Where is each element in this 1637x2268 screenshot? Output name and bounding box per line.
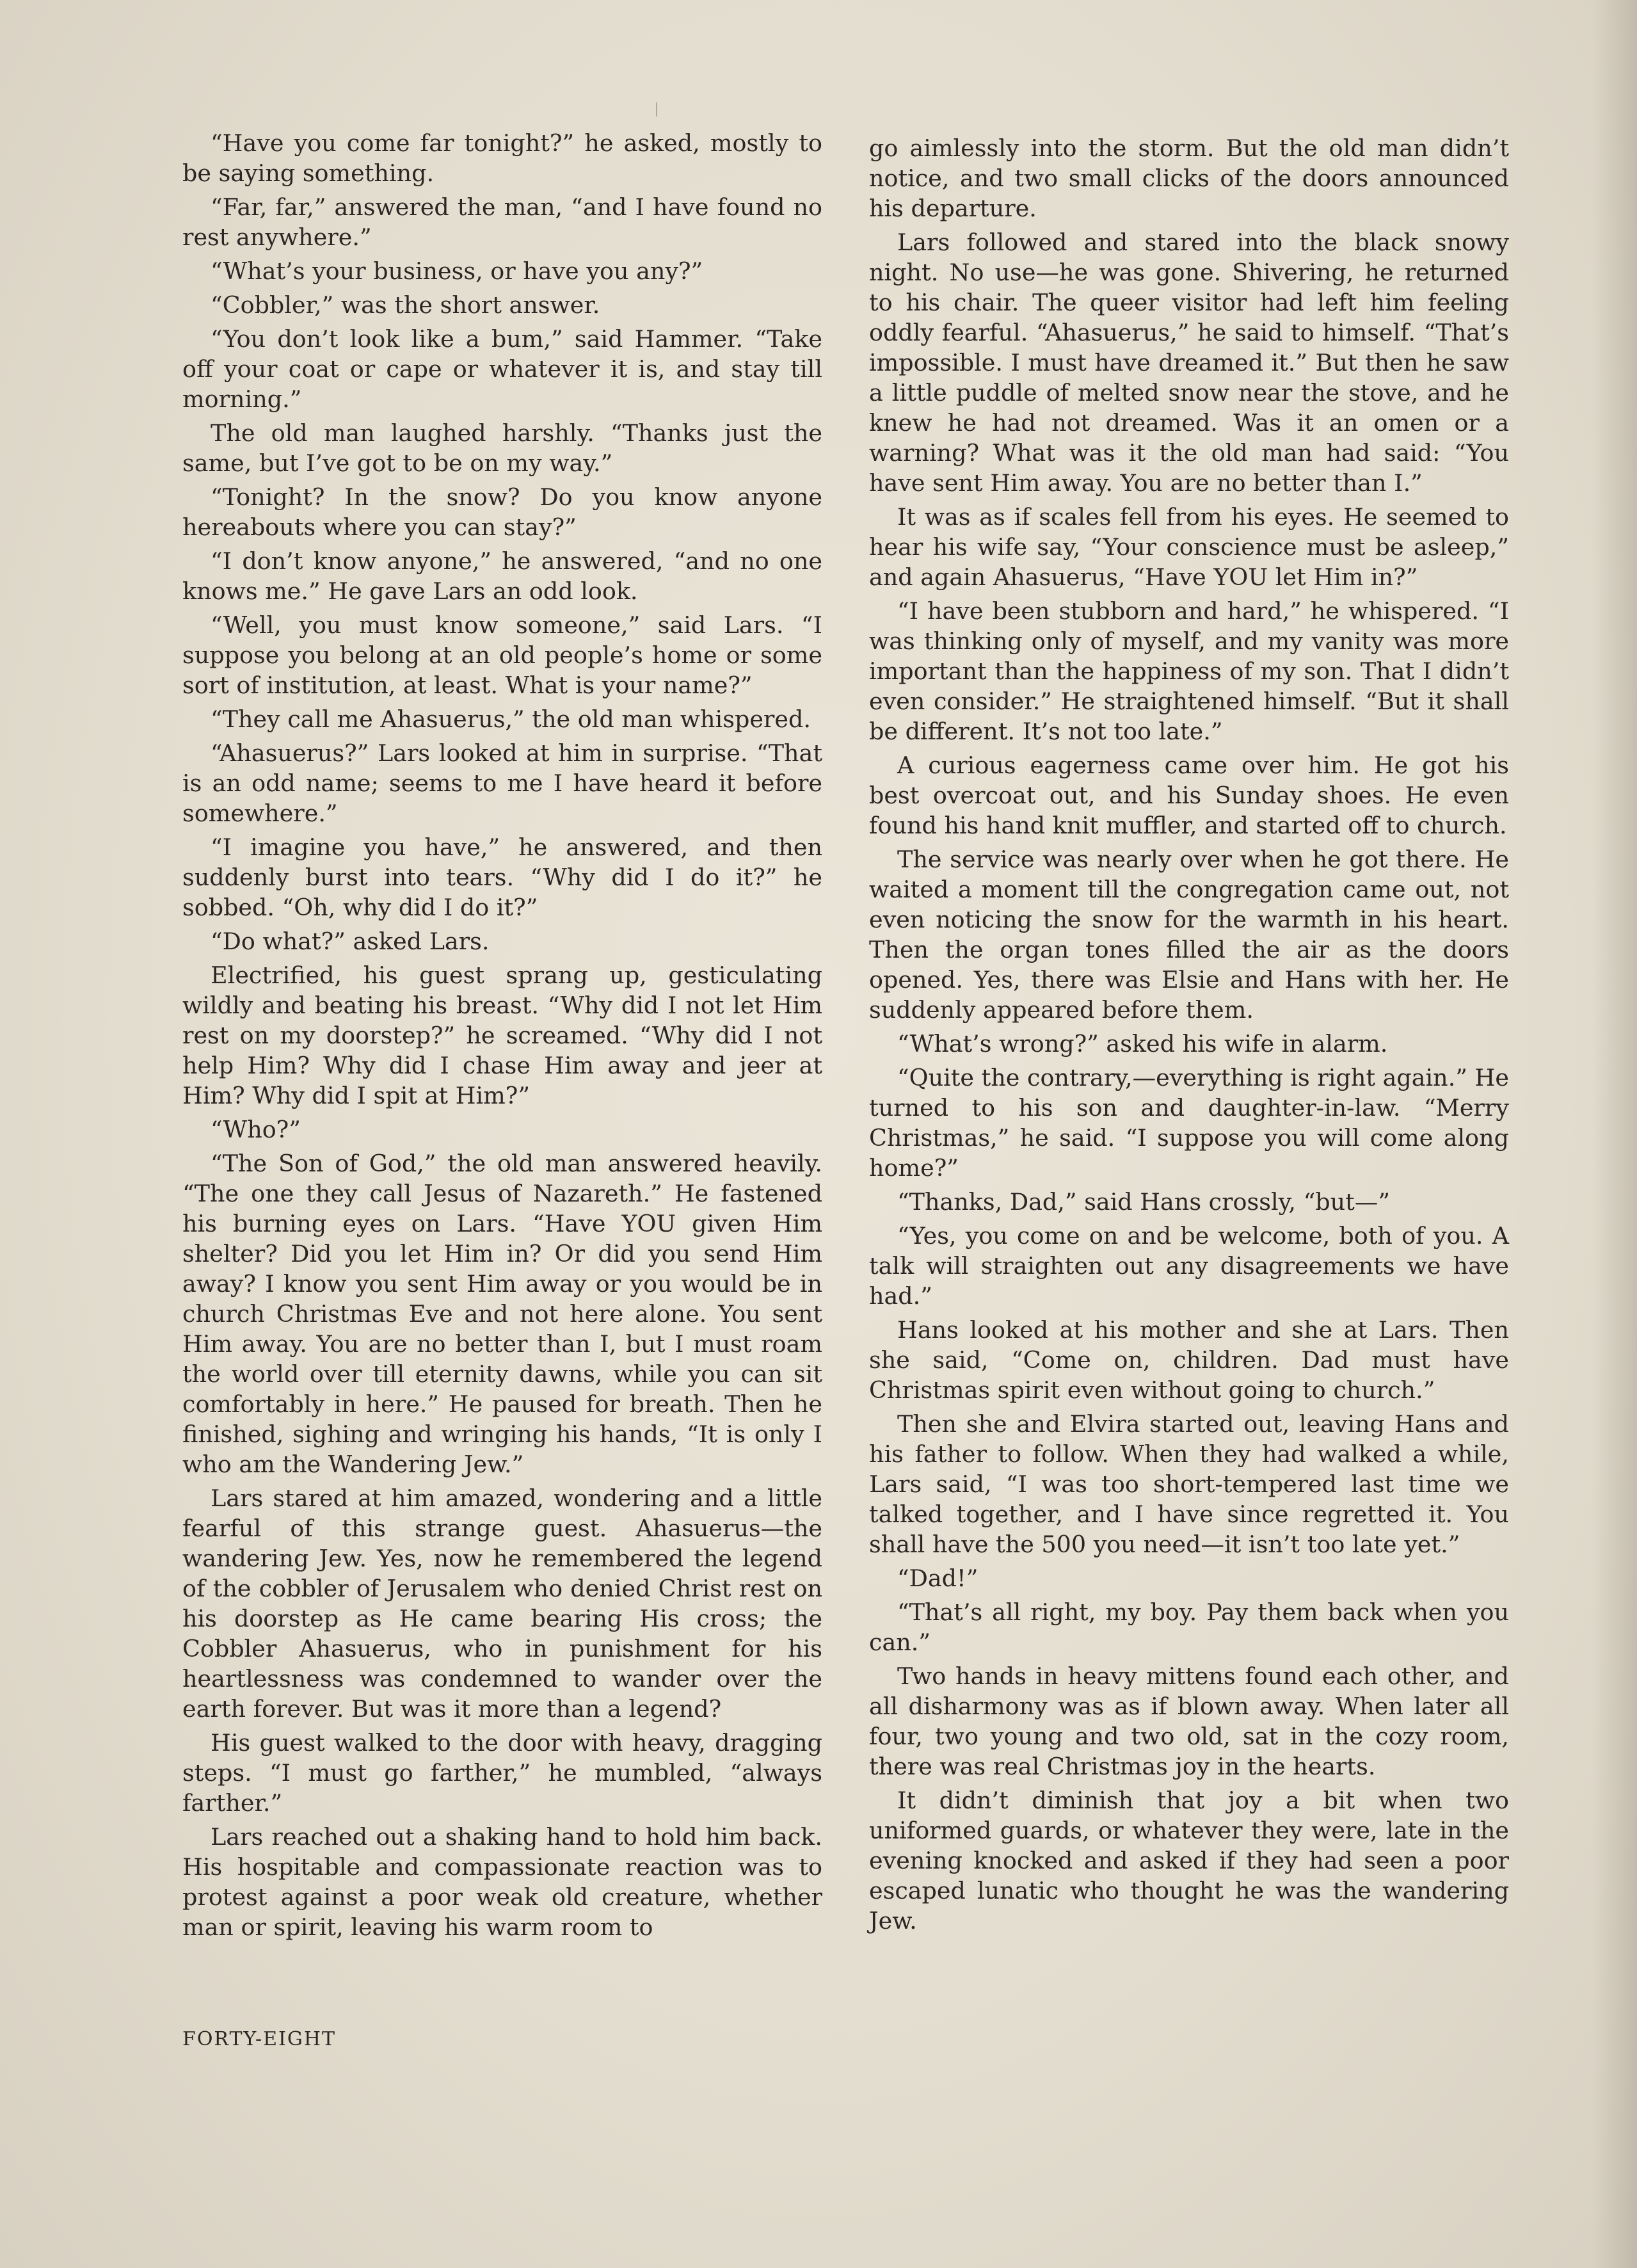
paragraph: The old man laughed harshly. “Thanks just the same, but I’ve got to be on my way.” (182, 419, 822, 477)
paragraph: “What’s wrong?” asked his wife in alarm. (897, 1030, 1388, 1058)
paragraph: “Dad!” (897, 1564, 978, 1592)
paragraph: “Yes, you come on and be welcome, both of you. A talk will straighten out any disagreements we have had.” (869, 1222, 1509, 1310)
paragraph: Lars stared at him amazed, wondering and a little fearful of this strange guest. Ahasuerus—the wandering Jew. Yes, now he remembered the legend of the cobbler of Jerusalem who denied Christ rest on his doorstep as He came bearing His cross; the Cobbler Ahasuerus, who in punishment for his heartlessness was condemned to wander over the earth forever. But was it more than a legend? (182, 1484, 822, 1723)
paragraph: “Have you come far tonight?” he asked, mostly to be saying something. (182, 129, 822, 187)
right-text-column (869, 133, 1509, 1940)
paragraph: “Who?” (211, 1116, 301, 1143)
paragraph: “I don’t know anyone,” he answered, “and no one knows me.” He gave Lars an odd look. (182, 547, 822, 605)
paragraph: It didn’t diminish that joy a bit when two uniformed guards, or whatever they were, late in the evening knocked and asked if they had seen a poor escaped lunatic who thought he was the wandering Jew. (869, 1787, 1509, 1934)
paragraph: “Ahasuerus?” Lars looked at him in surprise. “That is an odd name; seems to me I have heard it before somewhere.” (182, 739, 822, 827)
page-number: FORTY-EIGHT (182, 2028, 337, 2050)
paragraph: “They call me Ahasuerus,” the old man whispered. (211, 705, 811, 733)
paragraph: “I imagine you have,” he answered, and then suddenly burst into tears. “Why did I do it?” he sobbed. “Oh, why did I do it?” (182, 833, 822, 921)
paragraph: Lars reached out a shaking hand to hold him back. His hospitable and compassionate reaction was to protest against a poor weak old creature, whether man or spirit, leaving his warm room to (182, 1823, 822, 1941)
paragraph: Then she and Elvira started out, leaving Hans and his father to follow. When they had walked a while, Lars said, “I was too short-tempered last time we talked together, and I have since regretted it. You shall have the 500 you need—it isn’t too late yet.” (869, 1410, 1509, 1558)
page-edge-shadow (1592, 0, 1637, 2268)
paragraph: A curious eagerness came over him. He got his best overcoat out, and his Sunday shoes. He even found his hand knit muffler, and started off to church. (869, 752, 1509, 839)
paragraph: “I have been stubborn and hard,” he whispered. “I was thinking only of myself, and my vanity was more important than the happiness of my son. That I didn’t even consider.” He straightened himself. “But it shall be different. It’s not too late.” (869, 597, 1509, 745)
paragraph: “Well, you must know someone,” said Lars. “I suppose you belong at an old people’s home or some sort of institution, at least. What is your name?” (182, 611, 822, 699)
paragraph: “Tonight? In the snow? Do you know anyone hereabouts where you can stay?” (182, 483, 822, 541)
paragraph: It was as if scales fell from his eyes. He seemed to hear his wife say, “Your conscience must be asleep,” and again Ahasuerus, “Have YOU let Him in?” (869, 503, 1509, 591)
paragraph: Lars followed and stared into the black snowy night. No use—he was gone. Shivering, he returned to his chair. The queer visitor had left him feeling oddly fearful. “Ahasuerus,” he said to himself. “That’s impossible. I must have dreamed it.” But then he saw a little puddle of melted snow near the stove, and he knew he had not dreamed. Was it an omen or a warning? What was it the old man had said: “You have sent Him away. You are no better than I.” (869, 229, 1509, 497)
paragraph: “You don’t look like a bum,” said Hammer. “Take off your coat or cape or whatever it is, and stay till morning.” (182, 325, 822, 413)
paragraph: His guest walked to the door with heavy, dragging steps. “I must go farther,” he mumbled, “always farther.” (182, 1729, 822, 1817)
paragraph: “That’s all right, my boy. Pay them back when you can.” (869, 1598, 1509, 1656)
paragraph: Hans looked at his mother and she at Lars. Then she said, “Come on, children. Dad must have Christmas spirit even without going to church.” (869, 1316, 1509, 1404)
paragraph: “The Son of God,” the old man answered heavily. “The one they call Jesus of Nazareth.” He fastened his burning eyes on Lars. “Have YOU given Him shelter? Did you let Him in? Or did you send Him away? I know you sent Him away or you would be in church Christmas Eve and not here alone. You sent Him away. You are no better than I, but I must roam the world over till eternity dawns, while you can sit comfortably in here.” He paused for breath. Then he finished, sighing and wringing his hands, “It is only I who am the Wandering Jew.” (182, 1150, 822, 1478)
left-text-column (182, 128, 822, 1946)
paragraph: “Far, far,” answered the man, “and I have found no rest anywhere.” (182, 193, 822, 251)
paragraph: “Do what?” asked Lars. (211, 928, 490, 955)
paragraph: Two hands in heavy mittens found each other, and all disharmony was as if blown away. When later all four, two young and two old, sat in the cozy room, there was real Christmas joy in the hearts. (869, 1662, 1509, 1780)
paragraph: The service was nearly over when he got there. He waited a moment till the congregation came out, not even noticing the snow for the warmth in his heart. Then the organ tones filled the air as the doors opened. Yes, there was Elsie and Hans with her. He suddenly appeared before them. (869, 846, 1509, 1024)
paragraph: “What’s your business, or have you any?” (211, 257, 703, 285)
paragraph: “Cobbler,” was the short answer. (211, 291, 600, 319)
continued-paragraph: go aimlessly into the storm. But the old man didn’t notice, and two small clicks of the doors announced his departure. (869, 134, 1509, 222)
binding-mark (656, 102, 657, 117)
paragraph: “Thanks, Dad,” said Hans crossly, “but—” (897, 1188, 1390, 1216)
paragraph: Electrified, his guest sprang up, gesticulating wildly and beating his breast. “Why did I not let Him rest on my doorstep?” he screamed. “Why did I not help Him? Why did I chase Him away and jeer at Him? Why did I spit at Him?” (182, 961, 822, 1109)
paragraph: “Quite the contrary,—everything is right again.” He turned to his son and daughter-in-law. “Merry Christmas,” he said. “I suppose you will come along home?” (869, 1064, 1509, 1182)
